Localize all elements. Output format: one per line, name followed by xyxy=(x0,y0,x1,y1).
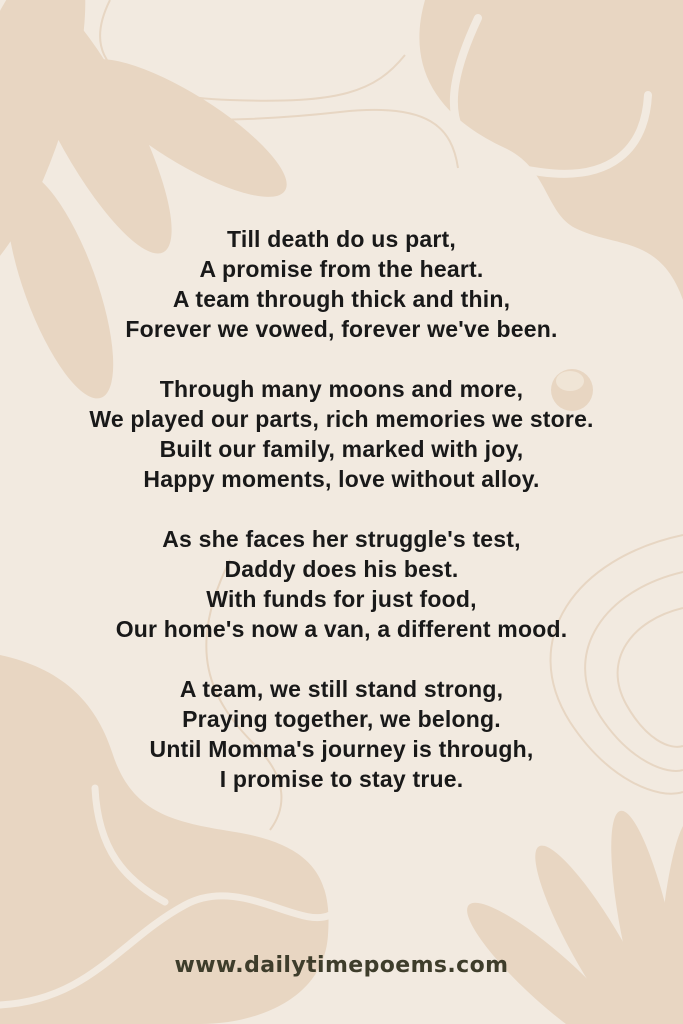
poem-line: As she faces her struggle's test, xyxy=(162,526,521,552)
poem-line: Until Momma's journey is through, xyxy=(149,736,534,762)
poem-line: Praying together, we belong. xyxy=(182,706,501,732)
poem-line: Till death do us part, xyxy=(227,226,456,252)
poem-line: A team through thick and thin, xyxy=(172,286,511,312)
poem-line: With funds for just food, xyxy=(206,586,477,612)
poem-stanza xyxy=(0,674,683,794)
poem-line: A team, we still stand strong, xyxy=(179,676,504,702)
poem-line: I promise to stay true. xyxy=(219,766,464,792)
poem-text xyxy=(0,224,683,824)
poem-line: Daddy does his best. xyxy=(224,556,459,582)
poem-line: Forever we vowed, forever we've been. xyxy=(125,316,558,342)
poem-line: Our home's now a van, a different mood. xyxy=(115,616,568,642)
poem-line: Through many moons and more, xyxy=(159,376,524,402)
poem-line: A promise from the heart. xyxy=(199,256,484,282)
footer xyxy=(0,953,683,978)
poem-line: We played our parts, rich memories we store. xyxy=(89,406,594,432)
poem-line: Built our family, marked with joy, xyxy=(159,436,524,462)
poem-stanza xyxy=(0,224,683,344)
palm-frond-bottom-right xyxy=(452,806,683,1024)
website-url: www.dailytimepoems.com xyxy=(174,953,509,978)
poem-stanza xyxy=(0,524,683,644)
poem-line: Happy moments, love without alloy. xyxy=(143,466,540,492)
poem-stanza xyxy=(0,374,683,494)
